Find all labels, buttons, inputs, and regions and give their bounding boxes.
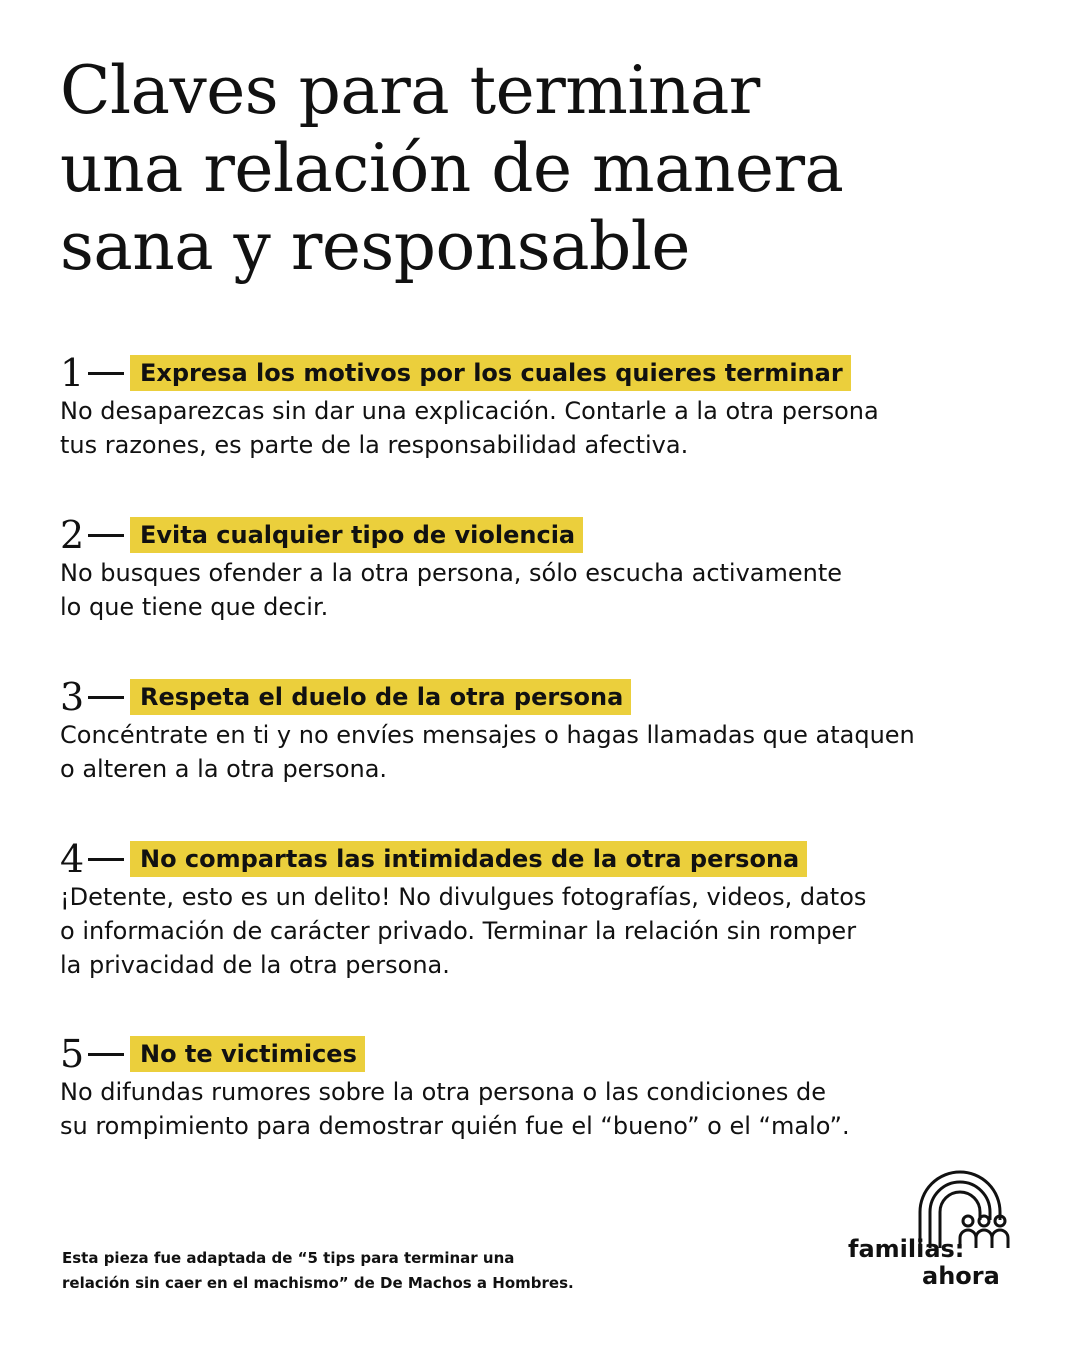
tip-3 bbox=[60, 675, 1040, 786]
tip-body-line: Concéntrate en ti y no envíes mensajes o hagas llamadas que ataquen bbox=[60, 721, 915, 749]
title-line: Claves para terminar bbox=[60, 52, 760, 129]
tip-number: 2 bbox=[60, 513, 85, 557]
tip-body bbox=[60, 718, 1040, 786]
logo-wordmark bbox=[848, 1236, 1000, 1290]
title-line: sana y responsable bbox=[60, 208, 690, 285]
tip-body-line: su rompimiento para demostrar quién fue el “bueno” o el “malo”. bbox=[60, 1112, 850, 1140]
tip-body bbox=[60, 880, 1040, 982]
tip-body-line: No desaparezcas sin dar una explicación. Contarle a la otra persona bbox=[60, 397, 879, 425]
dash-divider bbox=[88, 534, 124, 537]
tip-4 bbox=[60, 837, 1040, 982]
title-line: una relación de manera bbox=[60, 130, 844, 207]
tip-header bbox=[60, 1032, 1040, 1076]
credit-line: Esta pieza fue adaptada de “5 tips para terminar una bbox=[62, 1249, 515, 1267]
tip-header bbox=[60, 837, 1040, 881]
brand-logo bbox=[848, 1168, 1028, 1298]
logo-line: familias: bbox=[848, 1235, 965, 1263]
tip-body-line: o alteren a la otra persona. bbox=[60, 755, 388, 783]
tip-heading: No te victimices bbox=[130, 1036, 365, 1072]
tip-number: 5 bbox=[60, 1032, 85, 1076]
tip-body-line: tus razones, es parte de la responsabilidad afectiva. bbox=[60, 431, 689, 459]
tip-body-line: lo que tiene que decir. bbox=[60, 593, 329, 621]
tip-header bbox=[60, 351, 1040, 395]
tip-body-line: o información de carácter privado. Terminar la relación sin romper bbox=[60, 917, 857, 945]
source-credit bbox=[62, 1246, 574, 1296]
tip-body-line: la privacidad de la otra persona. bbox=[60, 951, 450, 979]
dash-divider bbox=[88, 1053, 124, 1056]
logo-line: ahora bbox=[922, 1262, 1000, 1290]
page-title bbox=[60, 52, 1040, 286]
tip-number: 3 bbox=[60, 675, 85, 719]
tip-heading: Evita cualquier tipo de violencia bbox=[130, 517, 583, 553]
credit-line: relación sin caer en el machismo” de De Machos a Hombres. bbox=[62, 1274, 574, 1292]
tip-heading: No compartas las intimidades de la otra persona bbox=[130, 841, 807, 877]
tip-body-line: No difundas rumores sobre la otra persona o las condiciones de bbox=[60, 1078, 827, 1106]
tip-header bbox=[60, 513, 1040, 557]
tip-number: 1 bbox=[60, 351, 85, 395]
tip-body-line: No busques ofender a la otra persona, sólo escucha activamente bbox=[60, 559, 843, 587]
tip-body bbox=[60, 1075, 1040, 1143]
tip-5 bbox=[60, 1032, 1040, 1143]
tip-body bbox=[60, 556, 1040, 624]
tip-header bbox=[60, 675, 1040, 719]
tip-body-line: ¡Detente, esto es un delito! No divulgues fotografías, videos, datos bbox=[60, 883, 867, 911]
tip-2 bbox=[60, 513, 1040, 624]
dash-divider bbox=[88, 372, 124, 375]
dash-divider bbox=[88, 858, 124, 861]
tip-number: 4 bbox=[60, 837, 85, 881]
tip-heading: Expresa los motivos por los cuales quieres terminar bbox=[130, 355, 851, 391]
tip-heading: Respeta el duelo de la otra persona bbox=[130, 679, 631, 715]
dash-divider bbox=[88, 696, 124, 699]
tip-1 bbox=[60, 351, 1040, 462]
tip-body bbox=[60, 394, 1040, 462]
